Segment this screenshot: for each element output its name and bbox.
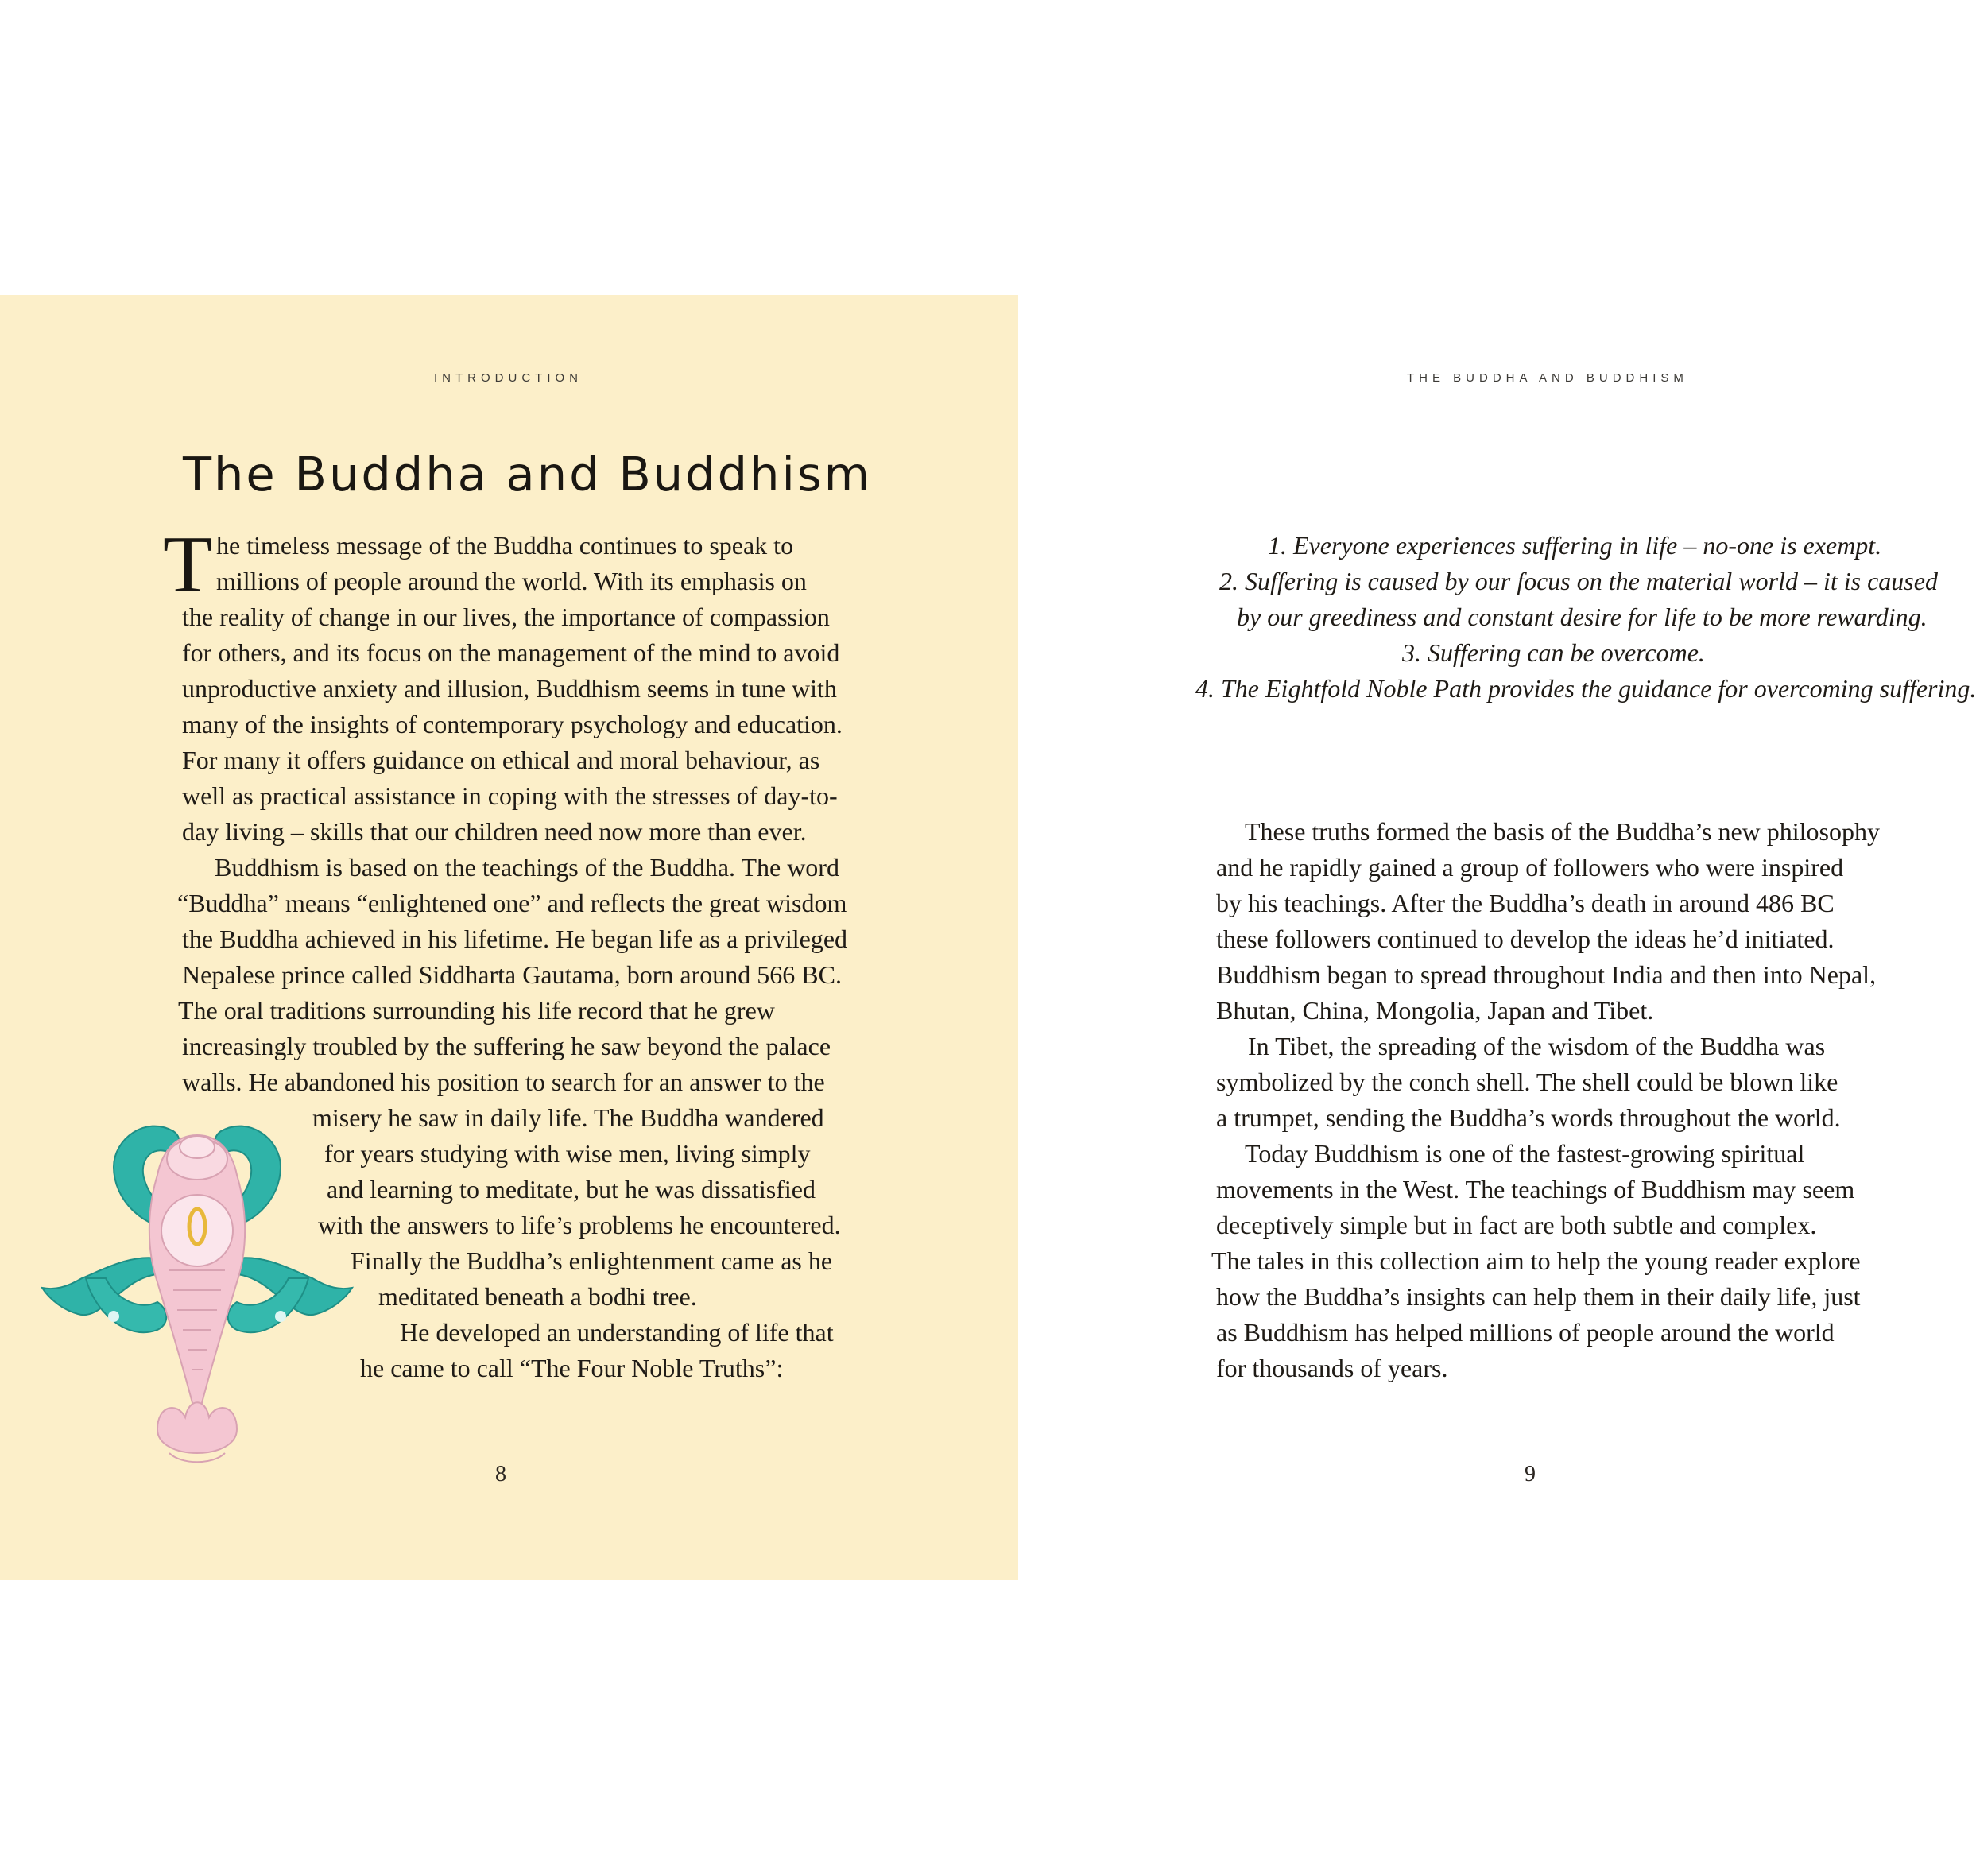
body-line: Finally the Buddha’s enlightenment came as he <box>351 1246 833 1275</box>
body-line: by his teachings. After the Buddha’s death in around 486 BC <box>1216 889 1835 917</box>
running-head-right: THE BUDDHA AND BUDDHISM <box>1407 371 1688 385</box>
running-head-left: INTRODUCTION <box>434 371 583 385</box>
body-line: for thousands of years. <box>1216 1354 1448 1382</box>
body-line: increasingly troubled by the suffering he saw beyond the palace <box>182 1032 831 1060</box>
page-number-right: 9 <box>1525 1462 1536 1486</box>
body-line: meditated beneath a bodhi tree. <box>378 1282 697 1311</box>
left-page <box>0 295 1018 1580</box>
body-line: millions of people around the world. With its emphasis on <box>216 567 807 595</box>
right-page <box>1018 295 1976 1580</box>
body-line: Today Buddhism is one of the fastest-growing spiritual <box>1245 1139 1805 1168</box>
body-line: for others, and its focus on the management of the mind to avoid <box>182 638 840 667</box>
body-line: symbolized by the conch shell. The shell could be blown like <box>1216 1068 1838 1096</box>
conch-shell-icon <box>38 1111 356 1477</box>
body-line: In Tibet, the spreading of the wisdom of the Buddha was <box>1248 1032 1826 1060</box>
body-line: the reality of change in our lives, the importance of compassion <box>182 603 830 631</box>
body-line: misery he saw in daily life. The Buddha wandered <box>312 1103 824 1132</box>
body-line: movements in the West. The teachings of Buddhism may seem <box>1216 1175 1855 1204</box>
body-line: for years studying with wise men, living simply <box>324 1139 811 1168</box>
body-line: how the Buddha’s insights can help them in their daily life, just <box>1216 1282 1861 1311</box>
body-line: deceptively simple but in fact are both subtle and complex. <box>1216 1211 1817 1239</box>
body-line: as Buddhism has helped millions of people around the world <box>1216 1318 1835 1347</box>
body-line: Bhutan, China, Mongolia, Japan and Tibet. <box>1216 996 1654 1025</box>
noble-truth-line: 1. Everyone experiences suffering in life – no-one is exempt. <box>1268 531 1882 560</box>
body-line: unproductive anxiety and illusion, Buddhism seems in tune with <box>182 674 837 703</box>
body-line: a trumpet, sending the Buddha’s words throughout the world. <box>1216 1103 1841 1132</box>
body-line: the Buddha achieved in his lifetime. He began life as a privileged <box>182 924 848 953</box>
noble-truth-line: 3. Suffering can be overcome. <box>1402 638 1705 667</box>
body-line: well as practical assistance in coping with the stresses of day-to- <box>182 781 838 810</box>
body-line: he timeless message of the Buddha continues to speak to <box>216 531 794 560</box>
body-line: Buddhism began to spread throughout India and then into Nepal, <box>1216 960 1877 989</box>
drop-cap: T <box>163 520 213 610</box>
body-line: and he rapidly gained a group of followers who were inspired <box>1216 853 1844 882</box>
body-line: with the answers to life’s problems he encountered. <box>318 1211 841 1239</box>
page-number-left: 8 <box>495 1462 506 1486</box>
body-line: “Buddha” means “enlightened one” and reflects the great wisdom <box>177 889 847 917</box>
body-line: The oral traditions surrounding his life record that he grew <box>178 996 775 1025</box>
noble-truth-line: 2. Suffering is caused by our focus on the material world – it is caused <box>1219 567 1938 595</box>
body-line: he came to call “The Four Noble Truths”: <box>360 1354 784 1382</box>
page-title: The Buddha and Buddhism <box>183 447 873 502</box>
body-line: day living – skills that our children need now more than ever. <box>182 817 807 846</box>
body-line: These truths formed the basis of the Buddha’s new philosophy <box>1245 817 1880 846</box>
body-line: For many it offers guidance on ethical and moral behaviour, as <box>182 746 820 774</box>
noble-truth-line: by our greediness and constant desire for life to be more rewarding. <box>1237 603 1928 631</box>
noble-truth-line: 4. The Eightfold Noble Path provides the guidance for overcoming suffering. <box>1195 674 1976 703</box>
body-line: Buddhism is based on the teachings of the Buddha. The word <box>215 853 839 882</box>
body-line: The tales in this collection aim to help the young reader explore <box>1211 1246 1861 1275</box>
body-line: walls. He abandoned his position to search for an answer to the <box>182 1068 825 1096</box>
body-line: Nepalese prince called Siddharta Gautama, born around 566 BC. <box>182 960 842 989</box>
body-line: He developed an understanding of life that <box>400 1318 834 1347</box>
body-line: and learning to meditate, but he was dissatisfied <box>327 1175 816 1204</box>
body-line: these followers continued to develop the ideas he’d initiated. <box>1216 924 1835 953</box>
body-line: many of the insights of contemporary psychology and education. <box>182 710 843 738</box>
